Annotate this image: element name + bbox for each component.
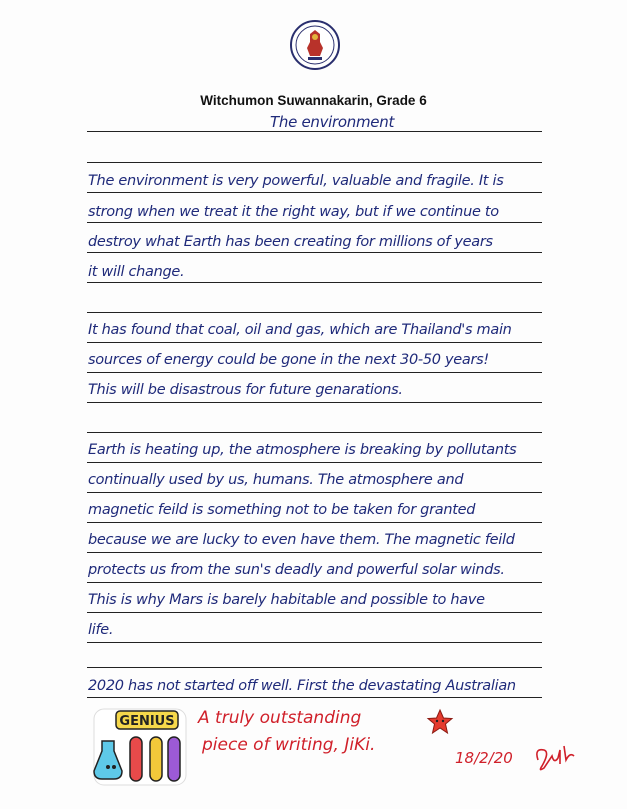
ruled-line	[87, 642, 542, 643]
ruled-line	[87, 252, 542, 253]
essay-line: strong when we treat it the right way, but if we continue to	[88, 204, 499, 220]
sticker-text: GENIUS	[119, 714, 175, 729]
essay-line: This will be disastrous for future genarations.	[88, 382, 403, 398]
essay-title: The environment	[270, 113, 395, 131]
ruled-line	[87, 312, 542, 313]
essay-line: magnetic feild is something not to be taken for granted	[88, 502, 476, 518]
school-seal-logo	[290, 20, 340, 70]
ruled-line	[87, 342, 542, 343]
essay-line: protects us from the sun's deadly and powerful solar winds.	[88, 562, 505, 578]
essay-line: Earth is heating up, the atmosphere is breaking by pollutants	[88, 442, 517, 458]
ruled-line	[87, 697, 542, 698]
essay-line: The environment is very powerful, valuable and fragile. It is	[88, 173, 504, 189]
teacher-date: 18/2/20	[455, 749, 513, 767]
ruled-line	[87, 552, 542, 553]
ruled-line	[87, 192, 542, 193]
ruled-line	[87, 462, 542, 463]
ruled-line	[87, 372, 542, 373]
star-sticker-icon	[426, 708, 454, 736]
ruled-line	[87, 522, 542, 523]
essay-line: It has found that coal, oil and gas, which are Thailand's main	[88, 322, 512, 338]
ruled-line	[87, 282, 542, 283]
essay-line: life.	[88, 622, 114, 638]
author-line: Witchumon Suwannakarin, Grade 6	[200, 93, 427, 108]
essay-line: continually used by us, humans. The atmosphere and	[88, 472, 464, 488]
ruled-line	[87, 131, 542, 132]
teacher-comment-line: piece of writing, JiKi.	[202, 735, 376, 755]
ruled-line	[87, 222, 542, 223]
teacher-signature	[530, 738, 580, 778]
ruled-line	[87, 162, 542, 163]
ruled-line	[87, 402, 542, 403]
ruled-line	[87, 582, 542, 583]
essay-line: 2020 has not started off well. First the devastating Australian	[88, 678, 516, 694]
genius-sticker	[92, 707, 188, 787]
teacher-comment-line: A truly outstanding	[198, 708, 362, 728]
essay-line: because we are lucky to even have them. The magnetic feild	[88, 532, 515, 548]
ruled-line	[87, 492, 542, 493]
essay-line: This is why Mars is barely habitable and possible to have	[88, 592, 485, 608]
ruled-line	[87, 432, 542, 433]
essay-line: sources of energy could be gone in the next 30-50 years!	[88, 352, 489, 368]
essay-line: destroy what Earth has been creating for millions of years	[88, 234, 493, 250]
essay-line: it will change.	[88, 264, 185, 280]
ruled-line	[87, 612, 542, 613]
ruled-line	[87, 667, 542, 668]
